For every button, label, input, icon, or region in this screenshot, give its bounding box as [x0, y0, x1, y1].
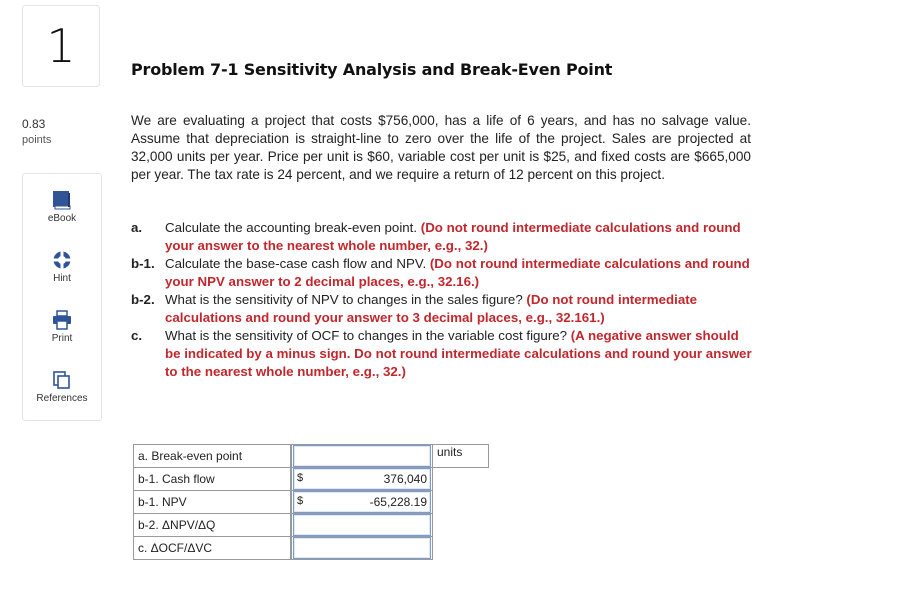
question-note: (Do not round intermediate calculations and round your answer to the nearest whole number, e.g., 32.) — [165, 220, 741, 253]
points-display — [22, 116, 51, 148]
question-b2 — [131, 291, 756, 327]
question-a — [131, 219, 756, 255]
question-text: Calculate the accounting break-even point. (Do not round intermediate calculations and round your answer to the nearest whole number, e.g., 32.) — [165, 220, 741, 253]
breakeven-input[interactable] — [293, 445, 431, 467]
answer-row-npv-sensitivity — [134, 514, 489, 537]
answer-label: b-2. ΔNPV/ΔQ — [134, 514, 291, 537]
ebook-label: eBook — [47, 213, 77, 224]
question-note: (Do not round intermediate calculations and round your NPV answer to 2 decimal places, e.g., 32.16.) — [165, 256, 750, 289]
question-label: a. — [131, 220, 143, 235]
answer-table — [133, 444, 489, 560]
question-label: b-1. — [131, 256, 155, 271]
book-icon — [51, 190, 73, 210]
cashflow-input[interactable] — [293, 468, 431, 490]
answer-label: a. Break-even point — [134, 445, 291, 468]
question-b1 — [131, 255, 756, 291]
ocf-sensitivity-input[interactable] — [293, 537, 431, 559]
hint-label: Hint — [53, 273, 71, 284]
question-text: What is the sensitivity of NPV to changes in the sales figure? (Do not round intermediate calculations and round your answer to 3 decimal places, e.g., 32.161.) — [165, 292, 698, 325]
print-label: Print — [51, 333, 73, 344]
question-label: b-2. — [131, 292, 155, 307]
hint-icon — [52, 250, 72, 270]
print-icon — [52, 310, 72, 330]
answer-label: b-1. NPV — [134, 491, 291, 514]
references-icon — [52, 370, 72, 390]
question-list — [131, 219, 756, 381]
ebook-button[interactable] — [23, 190, 101, 224]
question-number-box — [22, 5, 100, 87]
currency-symbol: $ — [297, 472, 304, 484]
problem-title: Problem 7-1 Sensitivity Analysis and Break-Even Point — [131, 60, 613, 79]
question-note: (A negative answer should be indicated by a minus sign. Do not round intermediate calculations and round your answer to the nearest whole number, e.g., 32.) — [165, 328, 752, 379]
answer-row-cashflow — [134, 468, 489, 491]
question-label: c. — [131, 328, 143, 343]
question-number: 1 — [46, 19, 76, 73]
hint-button[interactable] — [23, 250, 101, 284]
points-label: points — [22, 134, 52, 146]
answer-row-npv — [134, 491, 489, 514]
input-value: 376,040 — [383, 472, 427, 486]
points-value: 0.83 — [22, 117, 46, 131]
references-button[interactable] — [23, 370, 101, 404]
npv-sensitivity-input[interactable] — [293, 514, 431, 536]
question-text: Calculate the base-case cash flow and NPV. (Do not round intermediate calculations and round your NPV answer to 2 decimal places, e.g., 32.16.) — [165, 256, 750, 289]
input-value: -65,228.19 — [369, 495, 427, 509]
answer-row-ocf-sensitivity — [134, 537, 489, 560]
question-note: (Do not round intermediate calculations and round your answer to 3 decimal places, e.g., 32.161.) — [165, 292, 698, 325]
problem-intro: We are evaluating a project that costs $756,000, has a life of 6 years, and has no salvage value. Assume that depreciation is straight-line to zero over the life of the project. Sales are projected at 32,000 units per year. Price per unit is $60, variable cost per unit is $25, and fixed costs are $665,000 per year. The tax rate is 24 percent, and we require a return of 12 percent on this project. — [131, 113, 751, 182]
references-label: References — [36, 393, 88, 404]
question-c — [131, 327, 756, 381]
answer-label: c. ΔOCF/ΔVC — [134, 537, 291, 560]
answer-row-breakeven — [134, 445, 489, 468]
npv-input[interactable] — [293, 491, 431, 513]
answer-label: b-1. Cash flow — [134, 468, 291, 491]
tools-panel — [22, 173, 102, 421]
currency-symbol: $ — [297, 495, 304, 507]
question-text: What is the sensitivity of OCF to changes in the variable cost figure? (A negative answer should be indicated by a minus sign. Do not round intermediate calculations and round your answer to the nearest whole number, e.g., 32.) — [165, 328, 752, 379]
unit-label: units — [433, 445, 489, 468]
print-button[interactable] — [23, 310, 101, 344]
